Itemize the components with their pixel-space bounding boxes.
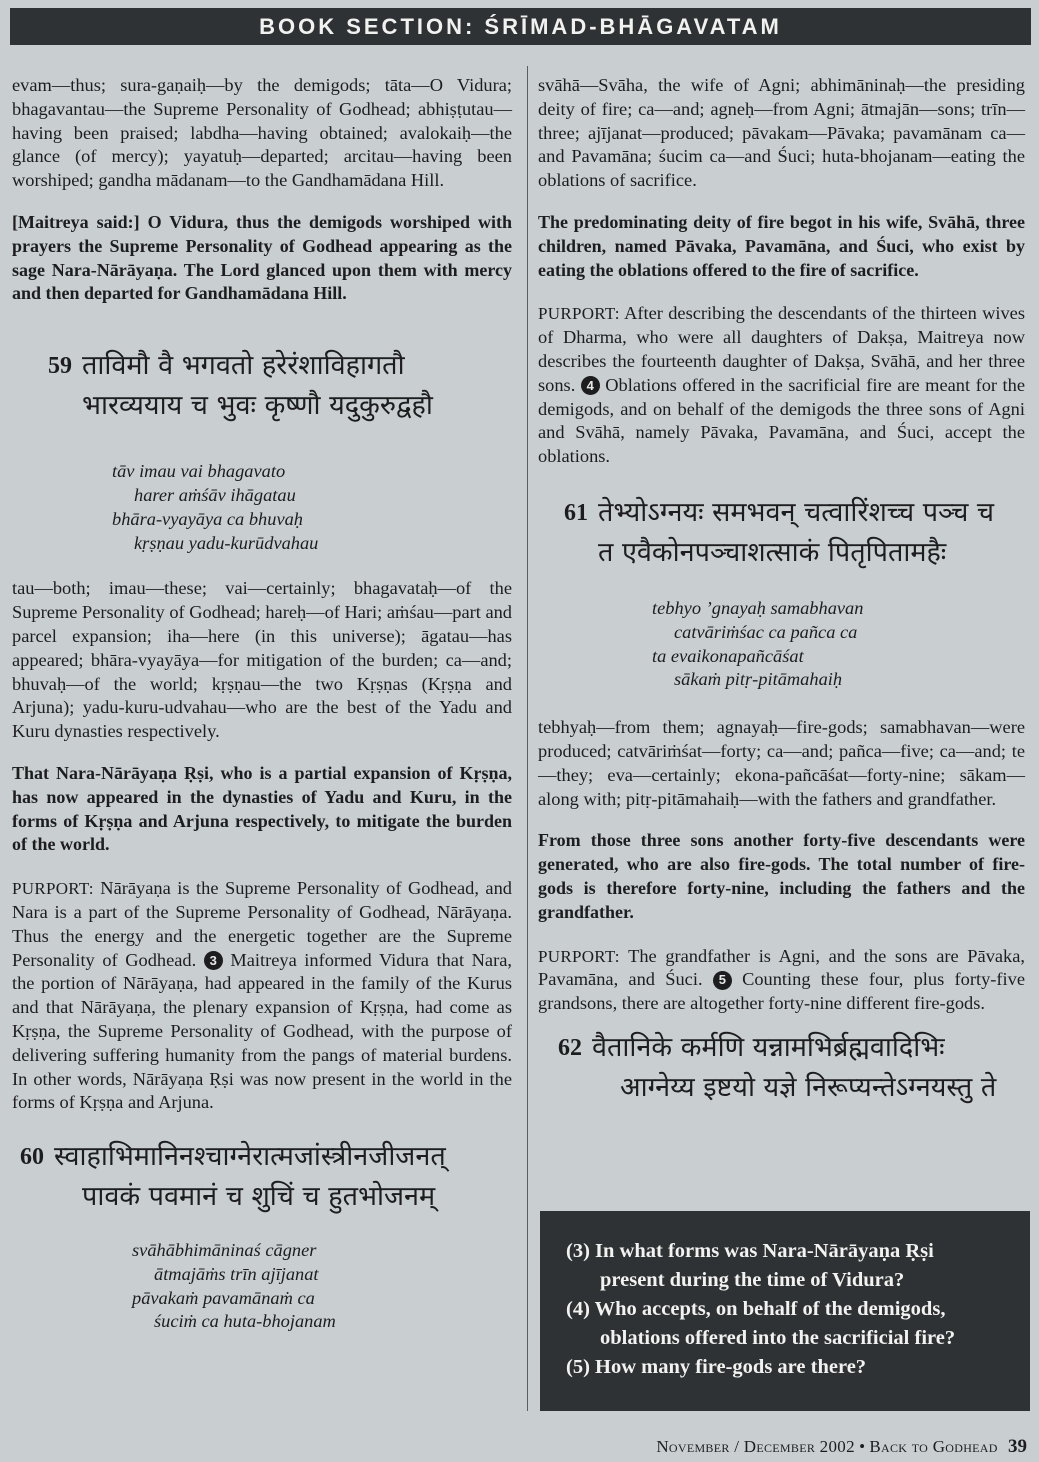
translit-line: pāvakaṁ pavamānaṁ ca (132, 1287, 315, 1308)
review-questions-box (540, 1211, 1030, 1411)
gloss-59: tau—both; imau—these; vai—certainly; bhagavataḥ—of the Supreme Personality of Godhead; hareḥ—of Hari; aṁśau—part and parcel expansion; iha—here (in this universe); āgatau—has appeared; bhāra-vyayāya—for mitigation of the burden; ca—and; bhuvaḥ—of the world; kṛṣṇau—the two Kṛṣṇas (Kṛṣṇa and Arjuna); yadu-kuru-udvahau—who are the best of the Yadu and Kuru dynasties respectively. (12, 578, 512, 742)
transliteration-60 (132, 1239, 512, 1334)
purport-text: After describing the descendants of the thirteen wives of Dharma, who were all daughters of Dakṣa, Maitreya now describes the fourteenth daughter of Dakṣa, Svāhā, and her three sons. (538, 303, 1025, 395)
page-number: 39 (1008, 1436, 1027, 1457)
purport-label: PURPORT: (538, 304, 620, 324)
translit-line: śuciṁ ca huta-bhojanam (154, 1311, 336, 1332)
devanagari-line: त एवैकोनपञ्चाशत्साकं पितृपितामहैः (598, 536, 947, 568)
right-column (538, 74, 1025, 1108)
translit-line: sākaṁ pitṛ-pitāmahaiḥ (674, 669, 843, 690)
translit-line: tebhyo ’gnayaḥ samabhavan (652, 597, 864, 618)
question-4: (4) Who accepts, on behalf of the demigods, (566, 1298, 946, 1320)
verse-62 (558, 1028, 1025, 1108)
translation-58: [Maitreya said:] O Vidura, thus the demigods worshiped with prayers the Supreme Personality of Godhead appearing as the sage Nara-Nārāyaṇa. The Lord glanced upon them with mercy and then departed for Gandhamādana Hill. (12, 211, 512, 304)
page-footer (656, 1436, 1027, 1458)
question-3: (3) In what forms was Nara-Nārāyaṇa Ṛṣi (566, 1240, 934, 1262)
verse-60 (20, 1137, 512, 1217)
translit-line: harer aṁśāv ihāgatau (134, 484, 296, 505)
question-5: (5) How many fire-gods are there? (566, 1356, 867, 1378)
translation-60: The predominating deity of fire begot in his wife, Svāhā, three children, named Pāvaka, Pavamāna, and Śuci, who exist by eating the oblations offered to the fire of sacrifice. (538, 211, 1025, 280)
translit-line: tāv imau vai bhagavato (112, 461, 286, 482)
purport-60 (538, 302, 1025, 469)
gloss-60: svāhā—Svāha, the wife of Agni; abhimāninaḥ—the presiding deity of fire; ca—and; agneḥ—from Agni; ātmajān—sons; trīn—three; ajījanat—produced; pāvakam—Pāvaka; pavamānam ca—and Pavamāna; śucim ca—and Śuci; huta-bhojanam—eating the oblations of sacrifice. (538, 75, 1025, 191)
verse-number-59: 59 (48, 353, 72, 380)
devanagari-line: ताविमौ वै भगवतो हरेरंशाविहागतौ (82, 350, 405, 382)
verse-number-62: 62 (558, 1034, 582, 1061)
devanagari-line: वैतानिके कर्मणि यन्नामभिर्ब्रह्मवादिभिः (592, 1031, 945, 1063)
verse-59 (48, 346, 512, 426)
question-marker-3: 3 (204, 951, 223, 970)
question-marker-4: 4 (581, 376, 600, 395)
purport-text: The grandfather is Agni, and the sons are Pāvaka, Pavamāna, and Śuci. (538, 945, 1026, 990)
translit-line: kṛṣṇau yadu-kurūdvahau (134, 532, 319, 553)
magazine-name: Back to Godhead (869, 1437, 998, 1456)
left-column (12, 74, 512, 1334)
translit-line: ta evaikonapañcāśat (652, 645, 804, 666)
transliteration-59 (112, 460, 512, 555)
purport-61 (538, 945, 1025, 1016)
verse-61 (564, 493, 1025, 573)
question-marker-5: 5 (713, 971, 732, 990)
devanagari-line: पावकं पवमानं च शुचिं च हुतभोजनम् (82, 1181, 436, 1213)
translit-line: bhāra-vyayāya ca bhuvaḥ (112, 508, 303, 529)
purport-text: Oblations offered in the sacrificial fire are meant for the demigods, and on behalf of the demigods the three sons of Agni and Svāhā, namely Pāvaka, Pavamāna, and Śuci, accept the oblations. (538, 374, 1025, 467)
gloss-61: tebhyaḥ—from them; agnayaḥ—fire-gods; samabhavan—were produced; catvāriṁśat—forty; ca—and; pañca—five; ca—and; te—they; eva—certainly; ekona-pañcāśat—forty-nine; sākam—along with; pitṛ-pitāmahaiḥ—with the fathers and grandfather. (538, 717, 1025, 809)
purport-text: Maitreya informed Vidura that Nara, the portion of Nārāyaṇa, had appeared in the family of the Kurus and that Nārāyaṇa, the plenary expansion of Kṛṣṇa, had come as Kṛṣṇa, the Supreme Personality of Godhead, with the purpose of delivering suffering humanity from the pangs of material burdens. In other words, Nārāyaṇa Ṛṣi was now present in the world in the forms of Kṛṣṇa and Arjuna. (12, 949, 512, 1113)
verse-number-61: 61 (564, 499, 588, 526)
gloss-58: evam—thus; sura-gaṇaiḥ—by the demigods; tāta—O Vidura; bhagavantau—the Supreme Personality of Godhead; abhiṣṭutau—having been praised; labdha—having obtained; avalokaiḥ—the glance (of mercy); yayatuḥ—departed; arcitau—having been worshiped; gandha mādanam—to the Gandhamādana Hill. (12, 75, 512, 191)
devanagari-line: तेभ्योऽग्नयः समभवन् चत्वारिंशच्च पञ्च च (598, 496, 995, 528)
question-3-cont: present during the time of Vidura? (600, 1269, 905, 1291)
verse-number-60: 60 (20, 1144, 44, 1171)
translation-59: That Nara-Nārāyaṇa Ṛṣi, who is a partial expansion of Kṛṣṇa, has now appeared in the dynasties of Yadu and Kuru, in the forms of Kṛṣṇa and Arjuna respectively, to mitigate the burden of the world. (12, 762, 512, 855)
purport-label: PURPORT: (12, 879, 94, 899)
translit-line: svāhābhimāninaś cāgner (132, 1240, 317, 1261)
section-header (10, 8, 1031, 45)
purport-text: Nārāyaṇa is the Supreme Personality of Godhead, and Nara is a part of the Supreme Personality of Godhead, Nārāyaṇa. Thus the energy and the energetic together are the Supreme Personality of Godhead. (12, 878, 512, 970)
devanagari-line: आग्नेय्य इष्टयो यज्ञे निरूप्यन्तेऽग्नयस्तु ते (620, 1071, 997, 1103)
question-4-cont: oblations offered into the sacrificial fire? (600, 1327, 956, 1349)
devanagari-line: भारव्ययाय च भुवः कृष्णौ यदुकुरुद्वहौ (82, 390, 433, 422)
purport-label: PURPORT: (538, 946, 620, 966)
footer-bullet: • (859, 1437, 866, 1456)
transliteration-61 (652, 597, 1025, 692)
purport-59 (12, 877, 512, 1115)
translation-61: From those three sons another forty-five descendants were generated, who are also fire-gods. The total number of fire-gods is therefore forty-nine, including the fathers and the grandfather. (538, 830, 1025, 922)
devanagari-line: स्वाहाभिमानिनश्चाग्नेरात्मजांस्त्रीनजीजनत् (54, 1141, 446, 1173)
purport-text: Counting these four, plus forty-five grandsons, there are altogether forty-nine different fire-gods. (538, 969, 1025, 1014)
translit-line: catvāriṁśac ca pañca ca (674, 621, 858, 642)
issue-date: November / December 2002 (656, 1437, 855, 1456)
section-title: BOOK SECTION: ŚRĪMAD-BHĀGAVATAM (259, 13, 782, 39)
translit-line: ātmajāṁs trīn ajījanat (154, 1263, 319, 1284)
column-divider (527, 66, 528, 1411)
